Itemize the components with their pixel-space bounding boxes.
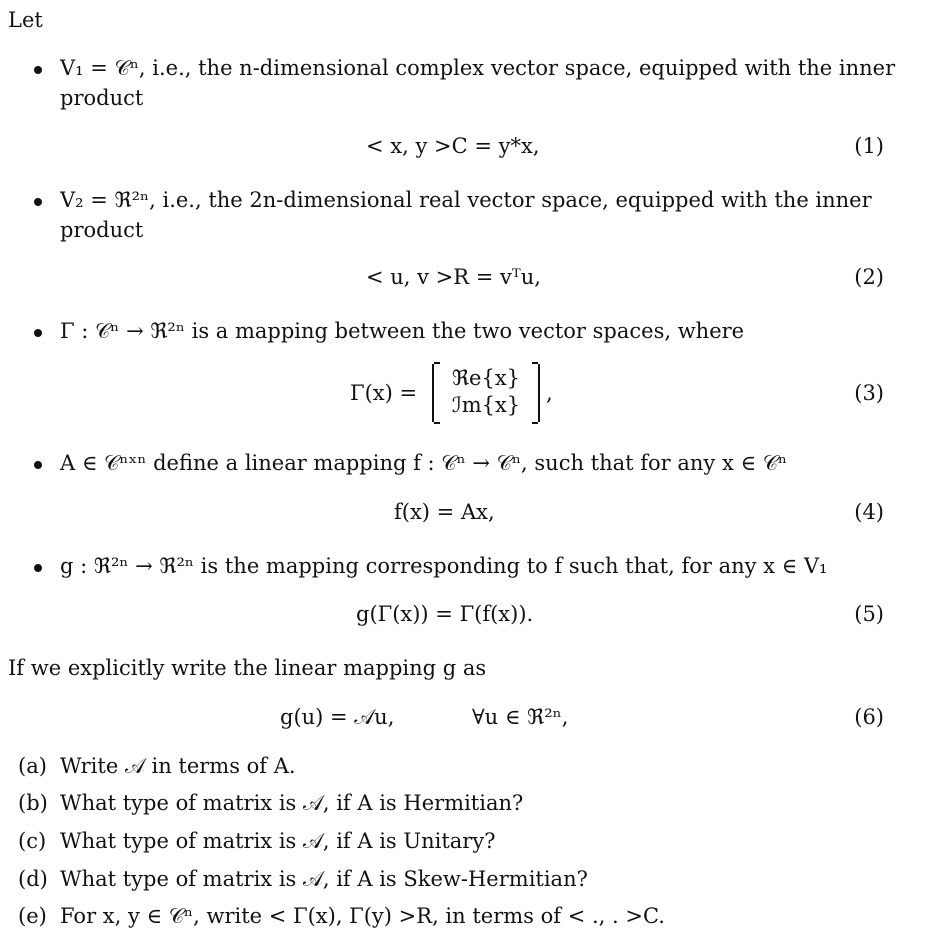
equation-1 — [0, 134, 950, 164]
equation-6-expr: g(u) = 𝒜u, — [280, 705, 395, 729]
question-a-label: (a) — [18, 754, 47, 778]
bullet-marker — [34, 198, 42, 206]
question-d-text: What type of matrix is 𝒜, if A is Skew-Hermitian? — [60, 867, 588, 891]
equation-2 — [0, 265, 950, 295]
matrix-row-real: ℜe{x} — [451, 366, 521, 390]
question-c-label: (c) — [18, 829, 47, 853]
equation-5-expr: g(Γ(x)) = Γ(f(x)). — [356, 602, 534, 626]
equation-1-expr: < x, y >C = y*x, — [366, 134, 540, 158]
equation-5-number: (5) — [854, 602, 884, 626]
equation-6 — [0, 705, 950, 735]
question-b-label: (b) — [18, 791, 48, 815]
equation-3-lhs: Γ(x) = — [350, 381, 418, 405]
question-d-label: (d) — [18, 867, 48, 891]
equation-6-condition: ∀u ∈ ℜ²ⁿ, — [472, 705, 569, 729]
question-e-text: For x, y ∈ 𝒞ⁿ, write < Γ(x), Γ(y) >R, in terms of < ., . >C. — [60, 904, 665, 928]
bullet-marker — [34, 564, 42, 572]
equation-1-number: (1) — [854, 134, 884, 158]
gamma-matrix — [432, 364, 540, 422]
bullet-1-line1: V₁ = 𝒞ⁿ, i.e., the n-dimensional complex vector space, equipped with the inner — [60, 56, 896, 80]
equation-4-number: (4) — [854, 500, 884, 524]
explicit-mapping-text: If we explicitly write the linear mapping g as — [8, 656, 487, 680]
matrix-row-imag: ℐm{x} — [451, 393, 521, 417]
question-a-text: Write 𝒜 in terms of A. — [60, 754, 296, 778]
bullet-marker — [34, 66, 42, 74]
equation-3-number: (3) — [854, 381, 884, 405]
bullet-2-line1: V₂ = ℜ²ⁿ, i.e., the 2n-dimensional real vector space, equipped with the inner — [60, 188, 872, 212]
intro-text: Let — [8, 8, 43, 32]
bullet-marker — [34, 461, 42, 469]
question-e-label: (e) — [18, 904, 47, 928]
equation-3-tail: , — [546, 381, 553, 405]
bullet-5-line1: g : ℜ²ⁿ → ℜ²ⁿ is the mapping corresponding to f such that, for any x ∈ V₁ — [60, 554, 828, 578]
equation-2-expr: < u, v >R = vᵀu, — [366, 265, 541, 289]
bullet-1-line2: product — [60, 86, 144, 110]
equation-6-number: (6) — [854, 705, 884, 729]
bullet-2-line2: product — [60, 218, 144, 242]
question-c-text: What type of matrix is 𝒜, if A is Unitary? — [60, 829, 496, 853]
equation-5 — [0, 602, 950, 632]
equation-2-number: (2) — [854, 265, 884, 289]
bullet-4-line1: A ∈ 𝒞ⁿˣⁿ define a linear mapping f : 𝒞ⁿ → 𝒞ⁿ, such that for any x ∈ 𝒞ⁿ — [60, 451, 788, 475]
question-b-text: What type of matrix is 𝒜, if A is Hermitian? — [60, 791, 524, 815]
equation-4 — [0, 500, 950, 530]
bullet-marker — [34, 329, 42, 337]
bullet-3-line1: Γ : 𝒞ⁿ → ℜ²ⁿ is a mapping between the two vector spaces, where — [60, 319, 745, 343]
equation-4-expr: f(x) = Ax, — [394, 500, 495, 524]
